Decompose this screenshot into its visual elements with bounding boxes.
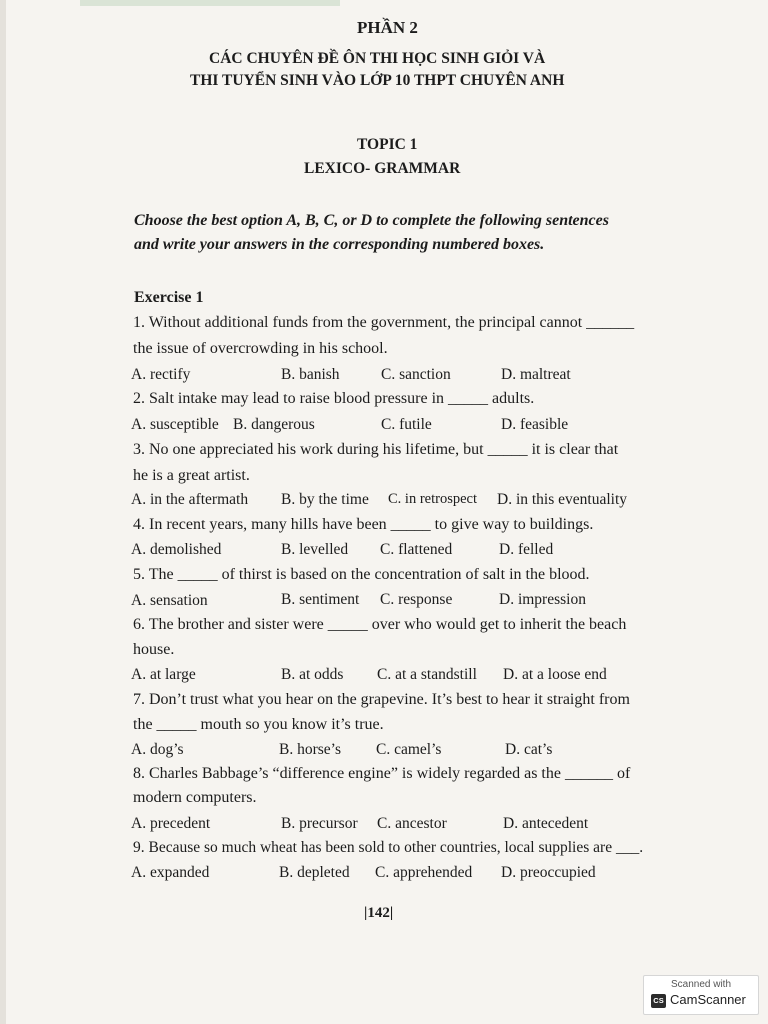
question-2-option-d: D. feasible xyxy=(501,416,569,433)
topic-subtitle: LEXICO- GRAMMAR xyxy=(304,160,461,177)
question-8-option-d: D. antecedent xyxy=(503,815,589,832)
question-3-option-d: D. in this eventuality xyxy=(497,491,628,508)
question-6-line-1: 6. The brother and sister were _____ over who would get to inherit the beach xyxy=(133,616,627,633)
watermark-top-text: Scanned with xyxy=(670,979,732,990)
part-heading: PHẦN 2 xyxy=(357,18,418,37)
question-7-line-2: the _____ mouth so you know it’s true. xyxy=(133,716,384,733)
question-1-option-a: A. rectify xyxy=(131,366,191,383)
question-4-option-b: B. levelled xyxy=(281,541,349,558)
question-4-option-a: A. demolished xyxy=(131,541,222,558)
camscanner-logo-icon: CS xyxy=(651,994,666,1008)
question-2-option-c: C. futile xyxy=(381,416,432,433)
question-8-line-2: modern computers. xyxy=(133,789,257,806)
question-9-option-a: A. expanded xyxy=(131,864,210,881)
question-9-option-c: C. apprehended xyxy=(375,864,473,881)
question-6-option-a: A. at large xyxy=(131,666,196,683)
question-2-option-a: A. susceptible xyxy=(131,416,219,433)
question-5-option-a: A. sensation xyxy=(131,592,208,609)
question-6-option-d: D. at a loose end xyxy=(503,666,607,683)
question-1-line-2: the issue of overcrowding in his school. xyxy=(133,340,388,357)
question-7-option-b: B. horse’s xyxy=(279,741,341,758)
question-1-line-1: 1. Without additional funds from the government, the principal cannot ______ xyxy=(133,314,635,331)
question-1-option-d: D. maltreat xyxy=(501,366,571,383)
heading-line-2: THI TUYỂN SINH VÀO LỚP 10 THPT CHUYÊN ANH xyxy=(190,72,565,89)
question-2-line-1: 2. Salt intake may lead to raise blood pressure in _____ adults. xyxy=(133,390,535,407)
watermark-name: CamScanner xyxy=(670,992,746,1007)
question-5-line-1: 5. The _____ of thirst is based on the concentration of salt in the blood. xyxy=(133,566,590,583)
page-number xyxy=(364,905,393,922)
question-7-option-a: A. dog’s xyxy=(131,741,184,758)
question-8-option-b: B. precursor xyxy=(281,815,358,832)
question-1-option-b: B. banish xyxy=(281,366,340,383)
instruction-line-1: Choose the best option A, B, C, or D to complete the following sentences xyxy=(134,212,609,229)
question-5-option-c: C. response xyxy=(380,591,453,608)
camscanner-watermark xyxy=(643,975,759,1015)
question-9-option-d: D. preoccupied xyxy=(501,864,596,881)
question-3-line-1: 3. No one appreciated his work during his lifetime, but _____ it is clear that xyxy=(133,441,619,458)
page-number-value: 142 xyxy=(367,905,390,921)
question-1-option-c: C. sanction xyxy=(381,366,451,383)
question-3-line-2: he is a great artist. xyxy=(133,467,250,484)
question-3-option-c: C. in retrospect xyxy=(388,491,477,507)
page-edge-shadow xyxy=(0,0,6,1024)
question-2-option-b: B. dangerous xyxy=(233,416,315,433)
question-6-option-c: C. at a standstill xyxy=(377,666,477,683)
page-number-bar-left: | xyxy=(364,905,368,921)
question-6-line-2: house. xyxy=(133,641,175,658)
question-3-option-a: A. in the aftermath xyxy=(131,491,249,508)
question-8-line-1: 8. Charles Babbage’s “difference engine” is widely regarded as the ______ of xyxy=(133,765,631,782)
page-number-bar-right: | xyxy=(389,905,394,921)
question-4-option-c: C. flattened xyxy=(380,541,453,558)
exercise-title: Exercise 1 xyxy=(134,289,204,306)
question-5-option-b: B. sentiment xyxy=(281,591,360,608)
question-3-option-b: B. by the time xyxy=(281,491,369,508)
question-8-option-c: C. ancestor xyxy=(377,815,447,832)
question-7-option-c: C. camel’s xyxy=(376,741,442,758)
question-8-option-a: A. precedent xyxy=(131,815,211,832)
topic-title: TOPIC 1 xyxy=(357,136,418,153)
question-9-option-b: B. depleted xyxy=(279,864,350,881)
heading-line-1: CÁC CHUYÊN ĐỀ ÔN THI HỌC SINH GIỎI VÀ xyxy=(209,50,546,67)
question-7-option-d: D. cat’s xyxy=(505,741,553,758)
question-5-option-d: D. impression xyxy=(499,591,586,608)
instruction-line-2: and write your answers in the corresponding numbered boxes. xyxy=(134,236,545,253)
page-top-strip xyxy=(80,0,340,6)
question-4-line-1: 4. In recent years, many hills have been _____ to give way to buildings. xyxy=(133,516,594,533)
question-4-option-d: D. felled xyxy=(499,541,554,558)
question-6-option-b: B. at odds xyxy=(281,666,344,683)
question-9-line-1: 9. Because so much wheat has been sold to other countries, local supplies are ___. xyxy=(133,839,644,856)
question-7-line-1: 7. Don’t trust what you hear on the grapevine. It’s best to hear it straight from xyxy=(133,691,630,708)
